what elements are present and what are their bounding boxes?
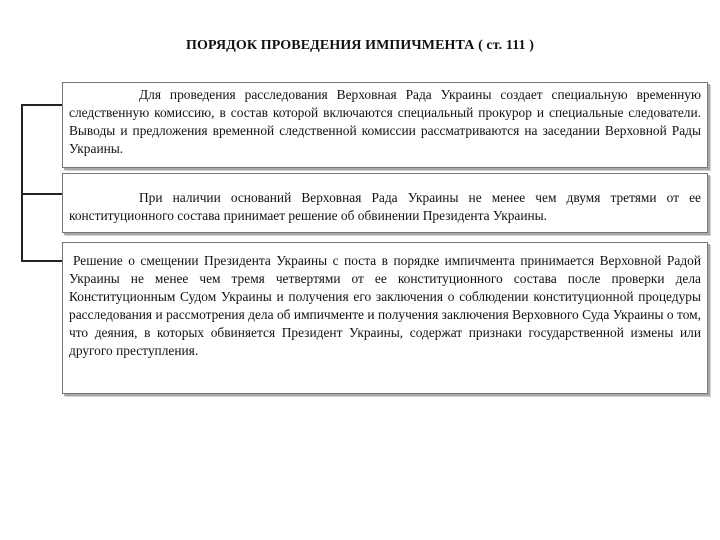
step-box-investigation [62, 82, 708, 168]
connector-branch-1 [21, 104, 62, 106]
step-box-removal [62, 242, 708, 394]
step-box-accusation [62, 173, 708, 233]
connector-vertical-line [21, 104, 23, 262]
page-title: ПОРЯДОК ПРОВЕДЕНИЯ ИМПИЧМЕНТА ( ст. 111 ) [186, 38, 534, 53]
connector-branch-2 [21, 193, 62, 195]
step-text-accusation: При наличии оснований Верховная Рада Украины не менее чем двумя третями от ее конституционного состава принимает решение об обвинении Президента Украины. [69, 190, 701, 223]
connector-branch-3 [21, 260, 62, 262]
step-text-investigation: Для проведения расследования Верховная Рада Украины создает специальную временную следственную комиссию, в состав которой включаются специальный прокурор и специальные следователи. Выводы и предложения временной следственной комиссии рассматриваются на заседании Верховной Рады Украины. [69, 87, 701, 156]
step-text-removal: Решение о смещении Президента Украины с поста в порядке импичмента принимается Верховной Радой Украины не менее чем тремя четвертями от ее конституционного состава после проверки дела Конституционным Судом Украины и получения его заключения о соблюдении конституционной процедуры расследования и рассмотрения дела об импичменте и получения заключения Верховного Суда Украины о том, что деяния, в которых обвиняется Президент Украины, содержат признаки государственной измены или другого преступления. [69, 253, 701, 358]
